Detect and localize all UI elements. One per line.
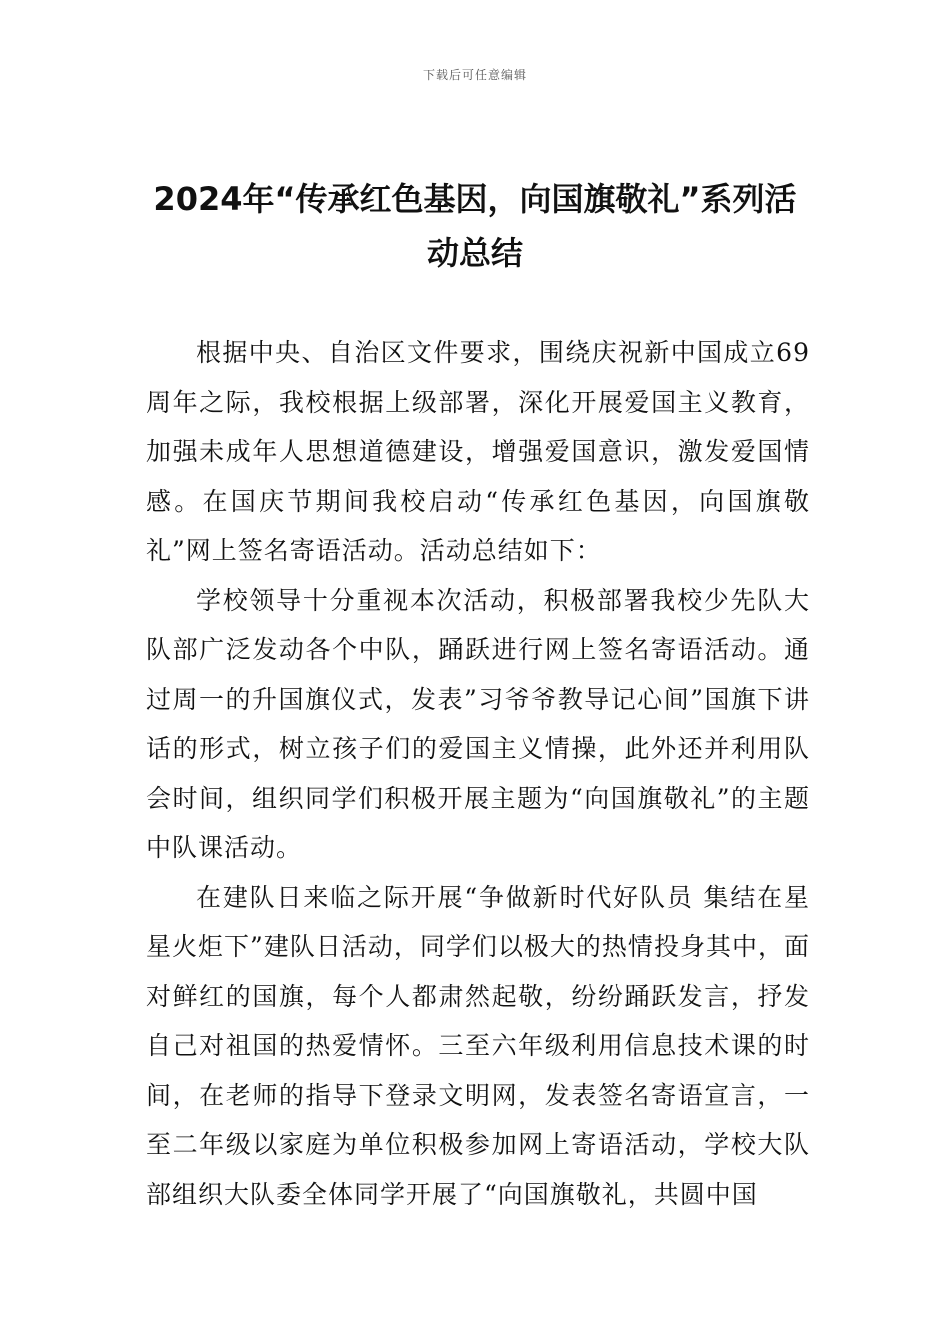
paragraph: 在建队日来临之际开展“争做新时代好队员 集结在星星火炬下”建队日活动，同学们以极大的热情投身其中，面对鲜红的国旗，每个人都肃然起敬，纷纷踊跃发言，抒发自己对祖国的热爱情怀。三至六年级利用信息技术课的时间，在老师的指导下登录文明网，发表签名寄语宣言，一至二年级以家庭为单位积极参加网上寄语活动，学校大队部组织大队委全体同学开展了“向国旗敬礼，共圆中国 xyxy=(146,882,810,1209)
paragraph: 根据中央、自治区文件要求，围绕庆祝新中国成立69周年之际，我校根据上级部署，深化开展爱国主义教育，加强未成年人思想道德建设，增强爱国意识，激发爱国情感。在国庆节期间我校启动“传承红色基因，向国旗敬礼”网上签名寄语活动。活动总结如下： xyxy=(146,338,810,565)
paragraph: 学校领导十分重视本次活动，积极部署我校少先队大队部广泛发动各个中队，踊跃进行网上签名寄语活动。通过周一的升国旗仪式，发表”习爷爷教导记心间”国旗下讲话的形式，树立孩子们的爱国主义情操，此外还并利用队会时间，组织同学们积极开展主题为“向国旗敬礼”的主题中队课活动。 xyxy=(146,585,810,862)
document-body xyxy=(146,328,810,1219)
header-note: 下载后可任意编辑 xyxy=(422,68,527,82)
document-title: 2024年“传承红色基因，向国旗敬礼”系列活动总结 xyxy=(153,180,797,272)
